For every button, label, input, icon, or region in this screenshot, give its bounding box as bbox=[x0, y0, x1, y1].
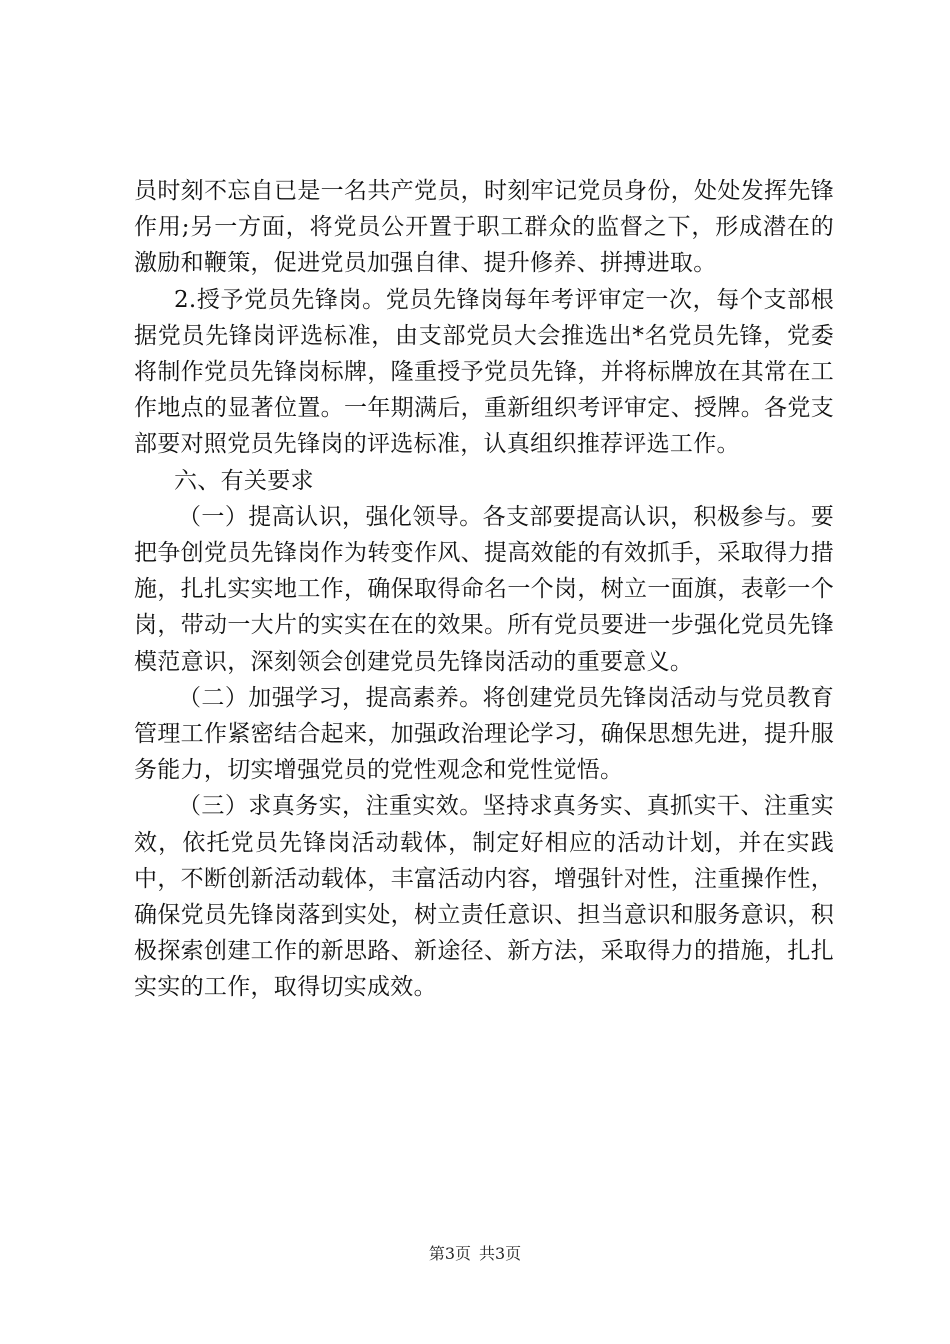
paragraph-continuation: 员时刻不忘自已是一名共产党员，时刻牢记党员身份，处处发挥先锋作用;另一方面，将党员公开置于职工群众的监督之下，形成潜在的激励和鞭策，促进党员加强自律、提升修养、拼搏进取。 bbox=[134, 178, 834, 277]
paragraph-item-2: 2.授予党员先锋岗。党员先锋岗每年考评审定一次，每个支部根据党员先锋岗评选标准，由支部党员大会推选出*名党员先锋，党委将制作党员先锋岗标牌，隆重授予党员先锋，并将标牌放在其常在工作地点的显著位置。一年期满后，重新组织考评审定、授牌。各党支部要对照党员先锋岗的评选标准，认真组织推荐评选工作。 bbox=[134, 286, 834, 458]
paragraph-requirement-2: （二）加强学习，提高素养。将创建党员先锋岗活动与党员教育管理工作紧密结合起来，加强政治理论学习，确保思想先进，提升服务能力，切实增强党员的党性观念和党性觉悟。 bbox=[134, 684, 834, 784]
paragraph-requirement-1: （一）提高认识，强化领导。各支部要提高认识，积极参与。要把争创党员先锋岗作为转变作风、提高效能的有效抓手，采取得力措施，扎扎实实地工作，确保取得命名一个岗，树立一面旗，表彰一个岗，带动一大片的实实在在的效果。所有党员要进一步强化党员先锋模范意识，深刻领会创建党员先锋岗活动的重要意义。 bbox=[134, 503, 834, 675]
page-number: 第3页 bbox=[428, 1244, 471, 1263]
document-body bbox=[134, 173, 834, 1006]
page-footer bbox=[0, 1244, 950, 1264]
paragraph-requirement-3: （三）求真务实，注重实效。坚持求真务实、真抓实干、注重实效，依托党员先锋岗活动载体，制定好相应的活动计划，并在实践中，不断创新活动载体，丰富活动内容，增强针对性，注重操作性，确保党员先锋岗落到实处，树立责任意识、担当意识和服务意识，积极探索创建工作的新思路、新途径、新方法，采取得力的措施，扎扎实实的工作，取得切实成效。 bbox=[134, 793, 834, 1001]
section-heading-requirements: 六、有关要求 bbox=[174, 467, 314, 494]
page-total: 共3页 bbox=[479, 1244, 522, 1263]
